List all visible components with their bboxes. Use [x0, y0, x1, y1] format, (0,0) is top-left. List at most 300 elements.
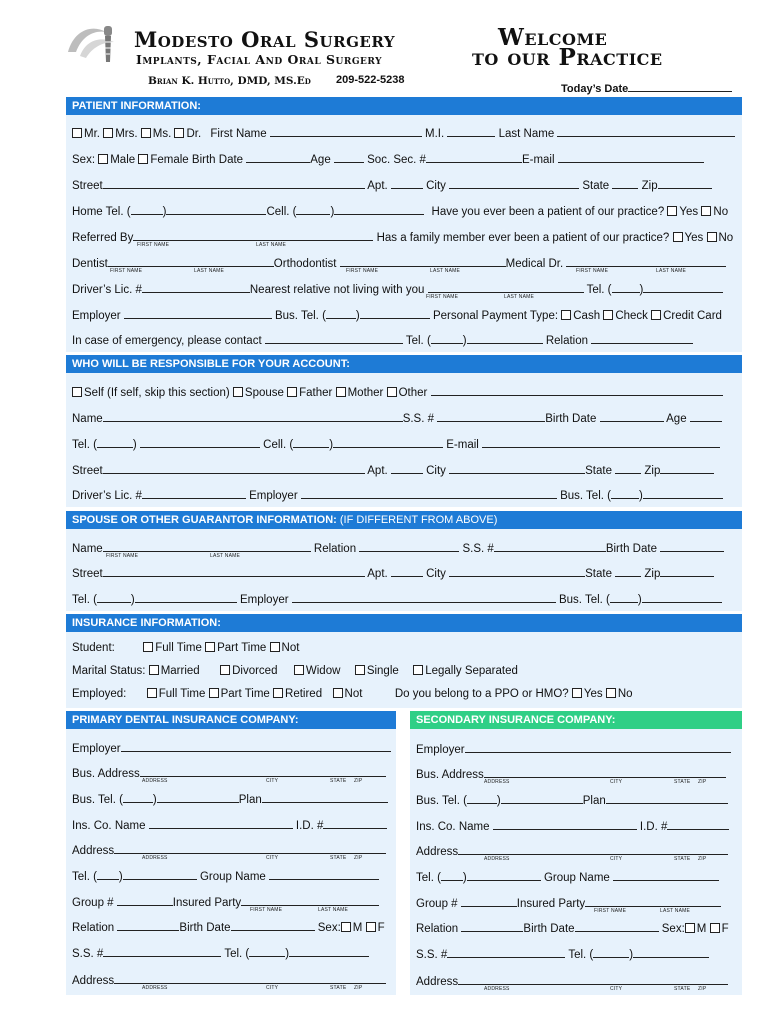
ortho-first-name-sublabel: FIRST NAME: [346, 268, 379, 274]
dr-checkbox[interactable]: [174, 128, 184, 138]
responsible-cell-field[interactable]: [333, 436, 443, 448]
city-label: City: [426, 465, 446, 477]
relation-label: Relation: [313, 543, 357, 555]
zip-label: Zip: [644, 568, 661, 580]
drivers-lic-field[interactable]: [142, 281, 250, 293]
ins-co-name-label: Ins. Co. Name: [72, 820, 146, 832]
row-spouse-name: [72, 540, 724, 556]
birth-date-label: Birth Date: [179, 922, 231, 934]
apt-field[interactable]: [391, 177, 423, 189]
bus-tel-label: Bus. Tel. (: [416, 795, 467, 807]
row-responsible-who: [72, 384, 723, 400]
responsible-state-field[interactable]: [615, 462, 641, 474]
secondary-address-field[interactable]: [458, 843, 728, 855]
insurance-header: INSURANCE INFORMATION:: [66, 614, 742, 632]
not-label: Not: [281, 642, 300, 654]
spouse-first-name-sublabel: FIRST NAME: [106, 553, 139, 559]
primary-bus-tel-area[interactable]: [123, 791, 153, 803]
row-responsible-name: [72, 410, 722, 426]
responsible-city-field[interactable]: [449, 462, 585, 474]
spouse-street-field[interactable]: [103, 565, 365, 577]
secondary-group-name-field[interactable]: [613, 869, 719, 881]
primary-city2-sublabel: CITY: [266, 985, 279, 991]
group-num-label: Group #: [416, 898, 458, 910]
spouse-zip-field[interactable]: [660, 565, 714, 577]
primary-tel-field[interactable]: [123, 868, 197, 880]
row-responsible-lic: Driver’s Lic. # Employer Bus. Tel. ( ): [72, 487, 723, 503]
female-label: Female: [150, 154, 189, 166]
birth-date-label: Birth Date: [523, 923, 575, 935]
mrs-checkbox[interactable]: [103, 128, 113, 138]
secondary-state2-sublabel: STATE: [674, 986, 691, 992]
secondary-insured-first-sublabel: FIRST NAME: [594, 908, 627, 914]
state-field[interactable]: [612, 177, 638, 189]
relation-label: Relation: [416, 923, 459, 935]
ins-co-name-label: Ins. Co. Name: [416, 821, 490, 833]
spouse-header-note: (IF DIFFERENT FROM ABOVE): [339, 514, 498, 526]
student-not-checkbox[interactable]: [270, 642, 280, 652]
referred-by-field[interactable]: [133, 229, 373, 241]
employer-label: Employer: [249, 490, 298, 502]
responsible-bus-tel-field[interactable]: [643, 487, 723, 499]
street-field[interactable]: [103, 177, 365, 189]
insured-party-label: Insured Party: [172, 897, 242, 909]
primary-ins-tel-field[interactable]: [289, 945, 369, 957]
tel-label: Tel. (: [72, 439, 97, 451]
primary-tel-row: Tel. ( ) Group Name: [72, 868, 379, 884]
welcome-line-1: Welcome: [498, 24, 608, 51]
todays-date-field[interactable]: [561, 80, 732, 95]
secondary-ins-co-row: [416, 818, 729, 834]
email-label: E-mail: [521, 154, 555, 166]
cell-label: Cell. (: [266, 206, 297, 218]
secondary-sex-f-checkbox[interactable]: [710, 923, 720, 933]
spouse-name-field[interactable]: [103, 540, 311, 552]
credit-card-checkbox[interactable]: [651, 310, 661, 320]
self-label: Self (If self, skip this section): [84, 387, 230, 399]
zip-label: Zip: [641, 180, 658, 192]
spouse-tel-area[interactable]: [97, 591, 131, 603]
medical-first-name-sublabel: FIRST NAME: [576, 268, 609, 274]
primary-tel-area[interactable]: [97, 868, 119, 880]
female-checkbox[interactable]: [138, 154, 148, 164]
secondary-ss-row: S.S. # Tel. ( ): [416, 946, 709, 962]
primary-ins-co-field[interactable]: [149, 817, 293, 829]
self-checkbox[interactable]: [72, 387, 82, 397]
responsible-ss-field[interactable]: [437, 410, 545, 422]
city-label: City: [426, 180, 446, 192]
spouse-bus-tel-field[interactable]: [642, 591, 722, 603]
row-drivers-lic: Driver’s Lic. # Nearest relative not living with you Tel. ( ): [72, 281, 723, 297]
mr-label: Mr.: [84, 128, 100, 140]
spouse-checkbox[interactable]: [233, 387, 243, 397]
plan-label: Plan: [238, 794, 262, 806]
not-label: Not: [344, 688, 363, 700]
responsible-employer-field[interactable]: [301, 487, 557, 499]
secondary-address-sublabel: ADDRESS: [484, 856, 510, 862]
medical-dr-field[interactable]: [566, 255, 726, 267]
primary-ins-tel-area[interactable]: [249, 945, 285, 957]
referred-by-label: Referred By: [72, 232, 134, 244]
primary-sex-m-checkbox[interactable]: [341, 922, 351, 932]
dr-label: Dr.: [186, 128, 202, 140]
group-name-label: Group Name: [543, 872, 610, 884]
home-tel-field[interactable]: [166, 203, 266, 215]
secondary-relation-field[interactable]: [461, 920, 523, 932]
secondary-employer-field[interactable]: [465, 741, 731, 753]
city-field[interactable]: [449, 177, 579, 189]
spouse-ss-field[interactable]: [494, 540, 606, 552]
secondary-plan-field[interactable]: [606, 792, 728, 804]
cell-field[interactable]: [334, 203, 424, 215]
ortho-last-name-sublabel: LAST NAME: [430, 268, 461, 274]
bus-tel-field[interactable]: [360, 307, 430, 319]
home-tel-area[interactable]: [131, 203, 163, 215]
primary-city-sublabel: CITY: [266, 855, 279, 861]
home-tel-label: Home Tel. (: [72, 206, 131, 218]
primary-birth-date-field[interactable]: [231, 919, 315, 931]
marital-status-label: Marital Status:: [72, 665, 146, 677]
ss-label: S.S. #: [462, 543, 494, 555]
responsible-tel-field[interactable]: [140, 436, 260, 448]
primary-employer-field[interactable]: [121, 740, 391, 752]
family-member-yes-checkbox[interactable]: [673, 232, 683, 242]
secondary-bus-tel-area[interactable]: [467, 792, 497, 804]
no-label: No: [713, 206, 729, 218]
widow-label: Widow: [305, 665, 341, 677]
primary-group-name-field[interactable]: [269, 868, 379, 880]
primary-address2-field[interactable]: [114, 972, 386, 984]
primary-id-field[interactable]: [323, 817, 387, 829]
widow-checkbox[interactable]: [294, 665, 304, 675]
sex-label: Sex:: [661, 923, 685, 935]
zip-field[interactable]: [658, 177, 712, 189]
responsible-zip-field[interactable]: [660, 462, 714, 474]
primary-ss-field[interactable]: [103, 945, 221, 957]
full-time-label: Full Time: [155, 642, 202, 654]
spouse-tel-field[interactable]: [135, 591, 237, 603]
spouse-last-name-sublabel: LAST NAME: [210, 553, 241, 559]
email-field[interactable]: [558, 151, 704, 163]
spouse-city-field[interactable]: [449, 565, 585, 577]
practice-phone: 209-522-5238: [336, 74, 405, 86]
spouse-apt-field[interactable]: [391, 565, 423, 577]
row-referred: [72, 229, 733, 245]
employed-part-time-checkbox[interactable]: [209, 688, 219, 698]
soc-sec-label: Soc. Sec. #: [367, 154, 426, 166]
legally-separated-checkbox[interactable]: [413, 665, 423, 675]
row-street: [72, 177, 712, 193]
logo-icon: [64, 22, 126, 68]
ss-label: S.S. #: [402, 413, 435, 425]
employer-label: Employer: [72, 310, 121, 322]
first-name-field[interactable]: [270, 125, 422, 137]
cell-label: Cell. (: [263, 439, 294, 451]
father-label: Father: [299, 387, 333, 399]
check-label: Check: [615, 310, 648, 322]
age-label: Age: [310, 154, 331, 166]
row-responsible-tel: Tel. ( ) Cell. ( ) E-mail: [72, 436, 720, 452]
primary-bus-tel-row: Bus. Tel. ( ) Plan: [72, 791, 388, 807]
tel-label: Tel. (: [224, 948, 250, 960]
divorced-label: Divorced: [232, 665, 278, 677]
state-label: State: [582, 180, 610, 192]
responsible-email-field[interactable]: [482, 436, 720, 448]
secondary-address2-field[interactable]: [458, 973, 728, 985]
state-label: State: [585, 568, 612, 580]
address-label: Address: [416, 976, 459, 988]
address-label: Address: [72, 845, 115, 857]
dentist-last-name-sublabel: LAST NAME: [194, 268, 225, 274]
primary-bus-city-sublabel: CITY: [266, 778, 279, 784]
row-employed: [72, 687, 633, 701]
birth-date-label: Birth Date: [605, 543, 657, 555]
sex-label: Sex:: [72, 154, 96, 166]
practice-name: Modesto Oral Surgery: [134, 27, 396, 52]
name-label: Name: [72, 543, 103, 555]
email-label: E-mail: [446, 439, 479, 451]
primary-ins-co-row: [72, 817, 387, 833]
orthodontist-label: Orthodontist: [273, 258, 337, 270]
employer-label: Employer: [416, 744, 465, 756]
emergency-label: In case of emergency, please contact: [72, 335, 262, 347]
last-name-field[interactable]: [557, 125, 735, 137]
relation-label: Relation: [72, 922, 115, 934]
referred-first-name-sublabel: FIRST NAME: [137, 242, 170, 248]
primary-bus-address-sublabel: ADDRESS: [142, 778, 168, 784]
primary-address2-sublabel: ADDRESS: [142, 985, 168, 991]
group-name-label: Group Name: [199, 871, 266, 883]
secondary-city-sublabel: CITY: [610, 856, 623, 862]
sex-m-label: M: [352, 922, 363, 934]
spouse-birth-date-field[interactable]: [660, 540, 724, 552]
ppo-hmo-yes-checkbox[interactable]: [572, 688, 582, 698]
responsible-apt-field[interactable]: [391, 462, 423, 474]
emergency-field[interactable]: [265, 332, 403, 344]
plan-label: Plan: [582, 795, 606, 807]
secondary-bus-tel-row: Bus. Tel. ( ) Plan: [416, 792, 728, 808]
row-name: [72, 125, 735, 141]
employed-not-checkbox[interactable]: [333, 688, 343, 698]
check-checkbox[interactable]: [603, 310, 613, 320]
married-checkbox[interactable]: [149, 665, 159, 675]
father-checkbox[interactable]: [287, 387, 297, 397]
student-part-time-checkbox[interactable]: [205, 642, 215, 652]
mrs-label: Mrs.: [115, 128, 138, 140]
student-full-time-checkbox[interactable]: [143, 642, 153, 652]
secondary-ins-co-field[interactable]: [493, 818, 637, 830]
yes-label: Yes: [583, 688, 603, 700]
retired-checkbox[interactable]: [273, 688, 283, 698]
spouse-bus-tel-area[interactable]: [610, 591, 638, 603]
part-time-label: Part Time: [220, 688, 270, 700]
primary-bus-tel-field[interactable]: [157, 791, 239, 803]
doctor-name: Brian K. Hutto, DMD, MS.Ed: [148, 75, 311, 87]
spouse-employer-field[interactable]: [292, 591, 556, 603]
secondary-bus-tel-field[interactable]: [501, 792, 583, 804]
responsible-name-field[interactable]: [103, 410, 403, 422]
secondary-bus-state-sublabel: STATE: [674, 779, 691, 785]
secondary-city2-sublabel: CITY: [610, 986, 623, 992]
cash-checkbox[interactable]: [561, 310, 571, 320]
secondary-ins-tel-field[interactable]: [633, 946, 709, 958]
cash-label: Cash: [573, 310, 601, 322]
payment-type-label: Personal Payment Type:: [432, 310, 559, 322]
sex-label: Sex:: [317, 922, 341, 934]
mi-field[interactable]: [447, 125, 495, 137]
ss-label: S.S. #: [72, 948, 104, 960]
secondary-address2-sublabel: ADDRESS: [484, 986, 510, 992]
tel-label: Tel. (: [568, 949, 594, 961]
primary-address-field[interactable]: [114, 842, 386, 854]
yes-label: Yes: [684, 232, 704, 244]
secondary-id-field[interactable]: [667, 818, 729, 830]
row-dentist: [72, 255, 726, 271]
primary-insured-last-sublabel: LAST NAME: [318, 907, 349, 913]
secondary-bus-address-field[interactable]: [484, 766, 726, 778]
primary-insured-party-field[interactable]: [241, 894, 379, 906]
responsible-age-field[interactable]: [690, 410, 722, 422]
spouse-label: Spouse: [244, 387, 284, 399]
bus-address-label: Bus. Address: [72, 768, 140, 780]
row-responsible-street: [72, 462, 714, 478]
soc-sec-field[interactable]: [426, 151, 522, 163]
row-student: [72, 641, 299, 655]
primary-relation-field[interactable]: [117, 919, 179, 931]
nearest-relative-field[interactable]: [428, 281, 584, 293]
primary-zip-sublabel: ZIP: [354, 855, 363, 861]
secondary-zip2-sublabel: ZIP: [698, 986, 707, 992]
responsible-street-field[interactable]: [103, 462, 365, 474]
medical-dr-label: Medical Dr.: [505, 258, 564, 270]
relative-tel-area[interactable]: [612, 281, 640, 293]
primary-bus-address-field[interactable]: [140, 765, 386, 777]
address-label: Address: [416, 846, 459, 858]
relative-first-name-sublabel: FIRST NAME: [426, 294, 459, 300]
no-label: No: [718, 232, 734, 244]
street-label: Street: [72, 465, 103, 477]
birth-date-field[interactable]: [246, 151, 310, 163]
secondary-employer-row: [416, 741, 731, 757]
secondary-tel-field[interactable]: [467, 869, 541, 881]
sex-f-label: F: [377, 922, 385, 934]
mother-checkbox[interactable]: [336, 387, 346, 397]
emergency-tel-field[interactable]: [467, 332, 543, 344]
birth-date-label: Birth Date: [191, 154, 244, 166]
cell-area[interactable]: [296, 203, 330, 215]
full-time-label: Full Time: [158, 688, 206, 700]
primary-sex-f-checkbox[interactable]: [366, 922, 376, 932]
primary-group-num-field[interactable]: [117, 894, 173, 906]
apt-label: Apt.: [367, 568, 388, 580]
employer-field[interactable]: [124, 307, 272, 319]
secondary-insured-party-field[interactable]: [585, 895, 721, 907]
dentist-field[interactable]: [108, 255, 274, 267]
ms-label: Ms.: [152, 128, 172, 140]
row-employer: Employer Bus. Tel. ( ) Personal Payment Type: Cash Check Credit Card: [72, 307, 722, 323]
other-label: Other: [398, 387, 428, 399]
address-label: Address: [72, 975, 115, 987]
drivers-lic-label: Driver’s Lic. #: [72, 490, 142, 502]
secondary-birth-date-field[interactable]: [575, 920, 659, 932]
bus-tel-label: Bus. Tel. (: [558, 594, 610, 606]
patient-before-no-checkbox[interactable]: [701, 206, 711, 216]
responsible-cell-area[interactable]: [293, 436, 329, 448]
state-label: State: [585, 465, 612, 477]
orthodontist-field[interactable]: [340, 255, 506, 267]
sex-m-label: M: [696, 923, 707, 935]
name-label: Name: [72, 413, 103, 425]
zip-label: Zip: [644, 465, 661, 477]
primary-employer-row: [72, 740, 391, 756]
family-member-label: Has a family member ever been a patient of our practice?: [376, 232, 670, 244]
patient-before-yes-checkbox[interactable]: [667, 206, 677, 216]
emergency-tel-area[interactable]: [431, 332, 463, 344]
other-field[interactable]: [431, 384, 723, 396]
male-checkbox[interactable]: [98, 154, 108, 164]
bus-tel-area[interactable]: [326, 307, 356, 319]
secondary-bus-zip-sublabel: ZIP: [698, 779, 707, 785]
employed-full-time-checkbox[interactable]: [147, 688, 157, 698]
divorced-checkbox[interactable]: [220, 665, 230, 675]
secondary-zip-sublabel: ZIP: [698, 856, 707, 862]
tel-label: Tel. (: [416, 872, 441, 884]
apt-label: Apt.: [367, 465, 388, 477]
patient-before-label: Have you ever been a patient of our practice?: [431, 206, 665, 218]
credit-card-label: Credit Card: [663, 310, 722, 322]
secondary-ins-tel-area[interactable]: [593, 946, 629, 958]
sex-f-label: F: [721, 923, 729, 935]
primary-insured-first-sublabel: FIRST NAME: [250, 907, 283, 913]
primary-address-sublabel: ADDRESS: [142, 855, 168, 861]
secondary-group-num-field[interactable]: [461, 895, 517, 907]
street-label: Street: [72, 180, 103, 192]
spouse-relation-field[interactable]: [359, 540, 459, 552]
dentist-first-name-sublabel: FIRST NAME: [110, 268, 143, 274]
id-label: I.D. #: [295, 820, 324, 832]
ms-checkbox[interactable]: [141, 128, 151, 138]
responsible-drivers-lic-field[interactable]: [142, 487, 246, 499]
employer-label: Employer: [239, 594, 289, 606]
secondary-sex-m-checkbox[interactable]: [685, 923, 695, 933]
secondary-tel-area[interactable]: [441, 869, 463, 881]
mr-checkbox[interactable]: [72, 128, 82, 138]
family-member-no-checkbox[interactable]: [707, 232, 717, 242]
street-label: Street: [72, 568, 103, 580]
single-checkbox[interactable]: [355, 665, 365, 675]
primary-plan-field[interactable]: [262, 791, 388, 803]
first-name-label: First Name: [210, 128, 267, 140]
single-label: Single: [366, 665, 399, 677]
age-field[interactable]: [334, 151, 364, 163]
group-num-label: Group #: [72, 897, 114, 909]
relative-tel-field[interactable]: [643, 281, 723, 293]
practice-tagline: Implants, Facial And Oral Surgery: [136, 52, 383, 67]
emergency-relation-field[interactable]: [591, 332, 693, 344]
responsible-bus-tel-area[interactable]: [611, 487, 639, 499]
responsible-tel-area[interactable]: [97, 436, 133, 448]
bus-tel-label: Bus. Tel. (: [72, 794, 123, 806]
responsible-birth-date-field[interactable]: [600, 410, 664, 422]
insured-party-label: Insured Party: [516, 898, 586, 910]
other-checkbox[interactable]: [387, 387, 397, 397]
primary-bus-zip-sublabel: ZIP: [354, 778, 363, 784]
spouse-state-field[interactable]: [615, 565, 641, 577]
primary-ss-row: S.S. # Tel. ( ): [72, 945, 369, 961]
drivers-lic-label: Driver’s Lic. #: [72, 284, 142, 296]
secondary-ss-field[interactable]: [447, 946, 565, 958]
ppo-hmo-no-checkbox[interactable]: [606, 688, 616, 698]
